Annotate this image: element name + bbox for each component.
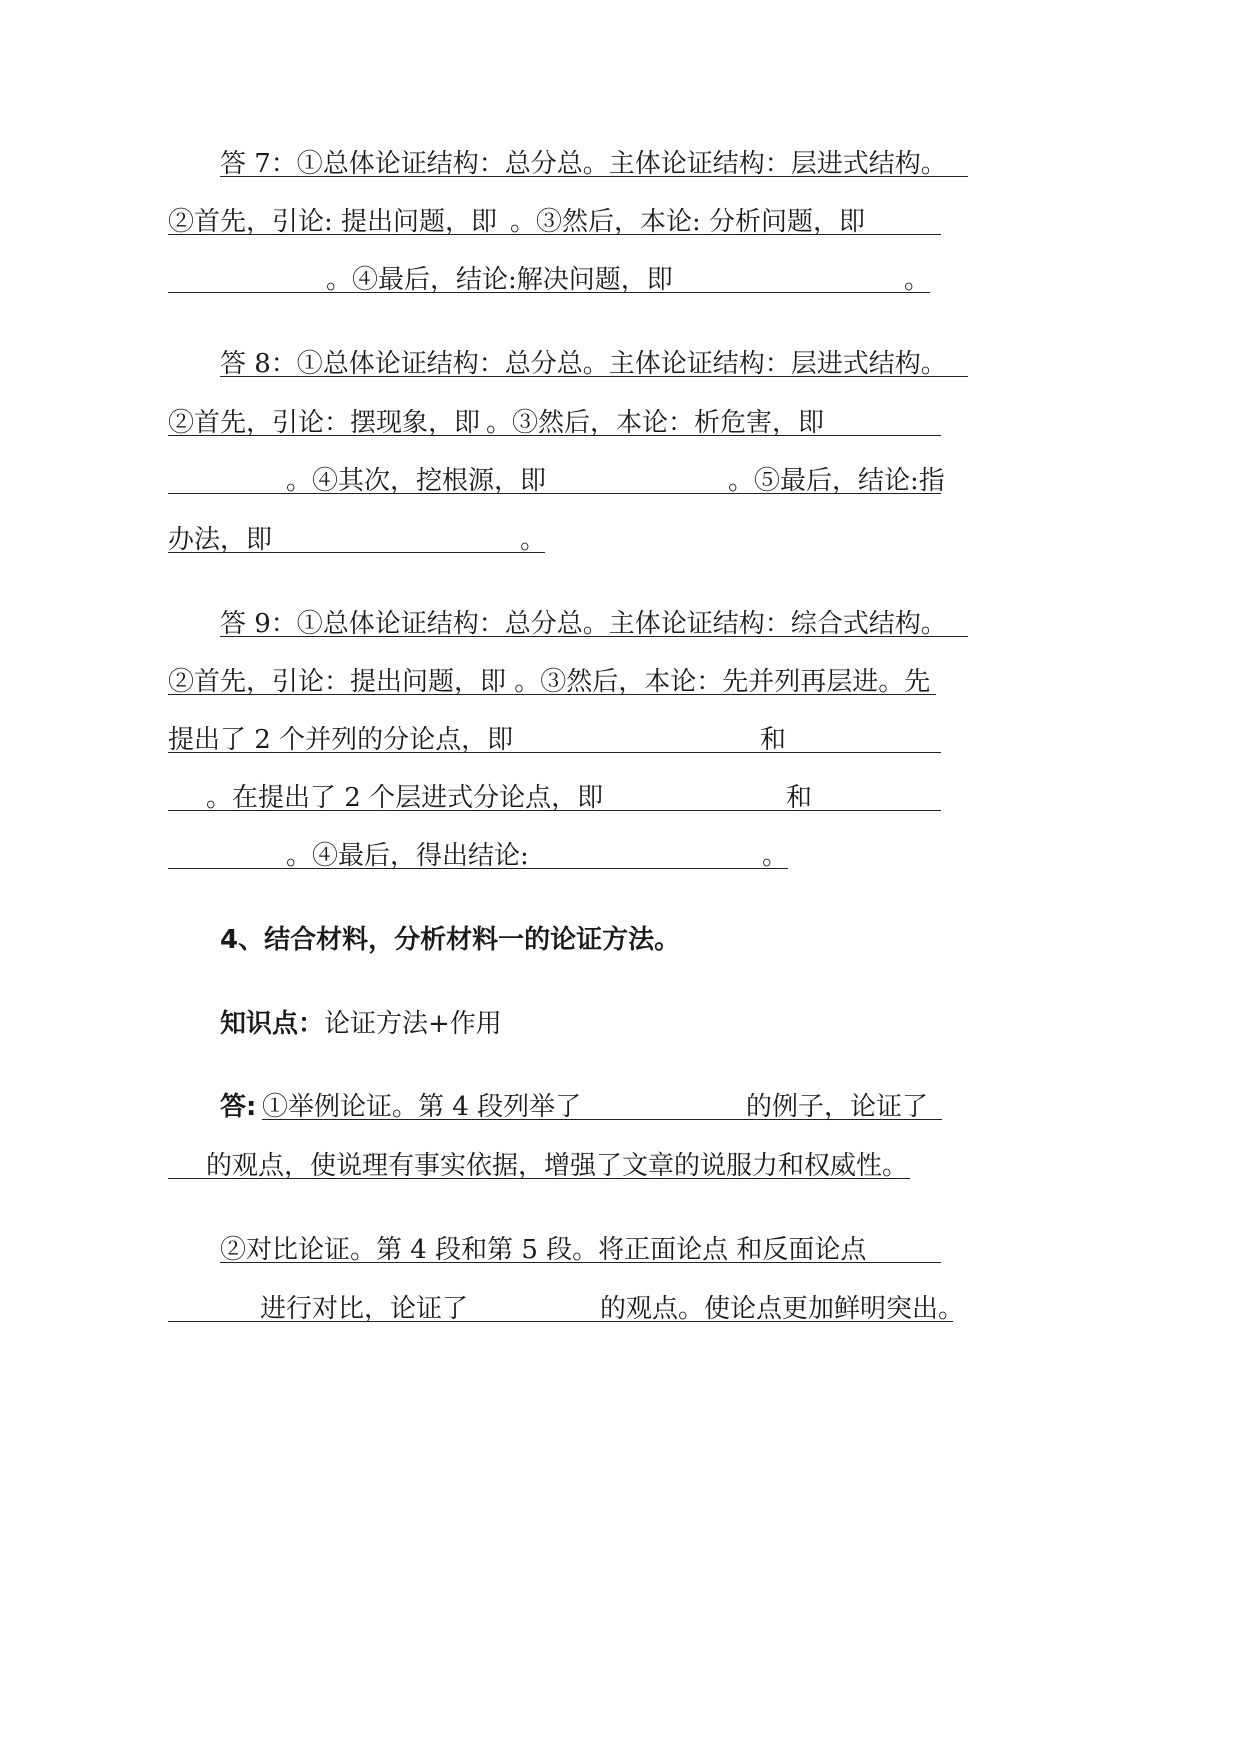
underline xyxy=(220,636,968,637)
underline xyxy=(220,376,968,377)
underline xyxy=(262,1119,942,1120)
underline xyxy=(168,1321,953,1322)
method-2-line-1: ②对比论证。第 4 段和第 5 段。将正面论点 和反面论点 xyxy=(220,1235,867,1265)
answer-7-line-2b: 。③然后，本论: 分析问题，即 xyxy=(510,207,866,237)
answer-9-line-4b: 和 xyxy=(786,783,813,813)
answer-9-line-5a: 。④最后，得出结论: xyxy=(286,841,529,871)
underline xyxy=(168,292,930,293)
answer-7-line-3a: 。④最后，结论:解决问题，即 xyxy=(326,265,673,295)
answer-label: 答: xyxy=(220,1092,257,1122)
underline xyxy=(168,810,941,811)
underline xyxy=(168,1178,910,1179)
answer-8-line-2a: ②首先，引论：摆现象，即 xyxy=(168,408,481,438)
answer-9-line-3b: 和 xyxy=(760,725,787,755)
method-2-line-2a: 进行对比，论证了 xyxy=(260,1294,469,1324)
answer-8-line-3a: 。④其次，挖根源，即 xyxy=(286,466,547,496)
answer-9-line-5b: 。 xyxy=(762,841,789,871)
method-1-line-1b: 的例子，论证了 xyxy=(746,1092,929,1122)
answer-8-line-1: 答 8：①总体论证结构：总分总。主体论证结构：层进式结构。 xyxy=(220,349,947,379)
answer-9-line-1: 答 9：①总体论证结构：总分总。主体论证结构：综合式结构。 xyxy=(220,609,947,639)
underline xyxy=(168,752,941,753)
knowledge-point xyxy=(220,1004,502,1044)
method-1-line-2: 的观点，使说理有事实依据，增强了文章的说服力和权威性。 xyxy=(206,1151,909,1181)
method-1-line-1a: ①举例论证。第 4 段列举了 xyxy=(262,1092,582,1122)
underline xyxy=(168,868,788,869)
knowledge-label: 知识点： xyxy=(220,1009,325,1039)
answer-8-line-2b: 。③然后，本论：析危害，即 xyxy=(486,408,825,438)
answer-8-line-4a: 办法，即 xyxy=(168,525,273,555)
method-2-line-2b: 的观点。使论点更加鲜明突出。 xyxy=(600,1294,965,1324)
underline xyxy=(168,435,941,436)
answer-9-line-3a: 提出了 2 个并列的分论点，即 xyxy=(168,725,514,755)
answer-8-line-4b: 。 xyxy=(520,525,547,555)
underline xyxy=(220,1262,941,1263)
underline xyxy=(168,694,936,695)
answer-9-line-2: ②首先，引论：提出问题，即 。③然后，本论：先并列再层进。先 xyxy=(168,667,931,697)
underline xyxy=(168,493,941,494)
question-4-title: 4、结合材料，分析材料一的论证方法。 xyxy=(220,925,681,955)
underline xyxy=(168,234,941,235)
answer-7-line-2a: ②首先，引论: 提出问题，即 xyxy=(168,207,498,237)
answer-8-line-3b: 。⑤最后，结论:指 xyxy=(728,466,945,496)
underline xyxy=(168,552,545,553)
answer-9-line-4a: 。在提出了 2 个层进式分论点，即 xyxy=(206,783,604,813)
underline xyxy=(220,176,968,177)
knowledge-value: 论证方法+作用 xyxy=(324,1009,502,1039)
answer-7-line-1: 答 7：①总体论证结构：总分总。主体论证结构：层进式结构。 xyxy=(220,149,947,179)
answer-7-line-3b: 。 xyxy=(904,265,931,295)
